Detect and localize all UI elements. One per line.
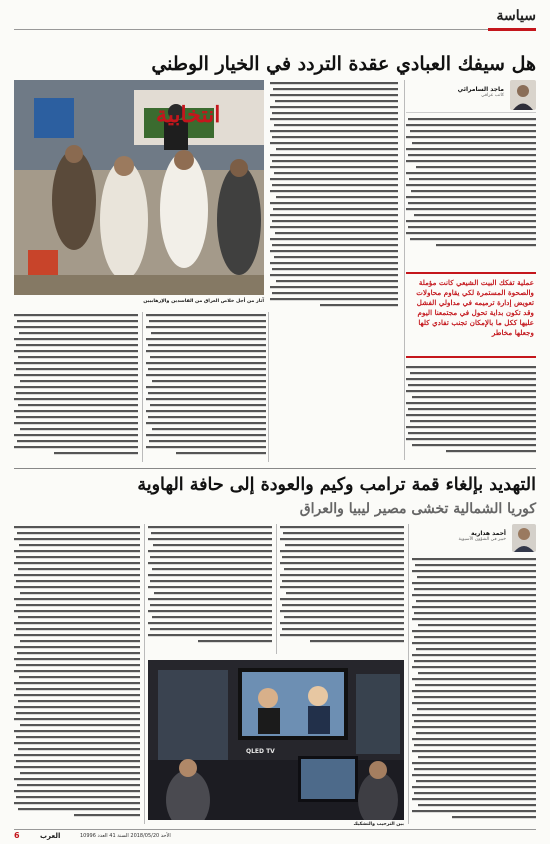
issue-date: الأحد 2018/05/20 السنة 41 العدد 10996 [80,833,171,839]
article2-photo [148,660,404,820]
article1-photo-caption: آثار من أجل خلاص العراق من الفاسدين والإرهابيين [143,299,264,304]
author-name: ماجد السامرائي [457,86,504,93]
article2-byline [416,530,506,542]
article1-column-3 [14,312,138,462]
author-avatar [512,524,536,552]
tv-brand-label: QLED TV [246,748,275,755]
article1-headline: هل سيفك العبادي عقدة التردد في الخيار الوطني [151,53,536,75]
column-divider [144,524,145,824]
article-divider [14,468,536,469]
article2-column-4 [14,524,140,824]
author-avatar [510,80,536,110]
election-sign-text: انتخابية [156,102,221,128]
article1-byline [434,86,504,98]
column-divider [268,312,269,462]
text-lines [146,312,266,462]
text-lines [280,524,404,654]
column-divider [408,524,409,824]
text-lines [270,80,398,310]
article1-photo [14,80,264,295]
section-accent-bar [488,28,536,31]
column-divider [276,524,277,654]
text-lines [412,556,536,824]
pull-quote: عملية تفكك البيت الشيعي كانت مؤملة والصحوة المستمرة لكي يقاوم محاولات تعويض إدارة ترميمه في مداولي الفشل وقد تكون بداية تحول في مجتمعنا اليوم عليها ككل ما بالإمكان تجنب تفادي كلها وجعلها مخاطر [406,272,536,358]
article1-column-1b [406,364,536,460]
article2-subhead: كوريا الشمالية تخشى مصير ليبيا والعراق [299,501,536,517]
article2-column-2 [280,524,404,654]
article1-column-2 [270,80,398,310]
author-role: خبير في الشؤون الآسيوية [458,537,506,542]
text-lines [148,524,272,654]
text-lines [406,116,536,250]
section-header [14,8,536,30]
article2-column-3 [148,524,272,654]
text-lines [406,364,536,460]
article1-column-4 [146,312,266,462]
text-lines [14,312,138,462]
text-lines [14,524,140,824]
page-footer [14,830,536,840]
election-crowd-image [14,80,264,295]
article2-headline: التهديد بإلغاء قمة ترامب وكيم والعودة إلى حافة الهاوية [137,475,536,495]
section-title: سياسة [496,8,536,24]
column-divider [404,80,405,460]
newspaper-name: العرب [40,832,61,840]
column-divider [142,312,143,462]
author-role: كاتب عراقي [481,93,504,98]
article2-photo-caption: بين الترحيب والتشكيك [353,822,404,827]
tv-screens-image [148,660,404,820]
byline-rule [406,112,536,113]
article1-column-1 [406,116,536,250]
author-name: أحمد هدارية [471,530,506,537]
article2-column-1 [412,556,536,824]
page-number: 6 [14,831,20,840]
